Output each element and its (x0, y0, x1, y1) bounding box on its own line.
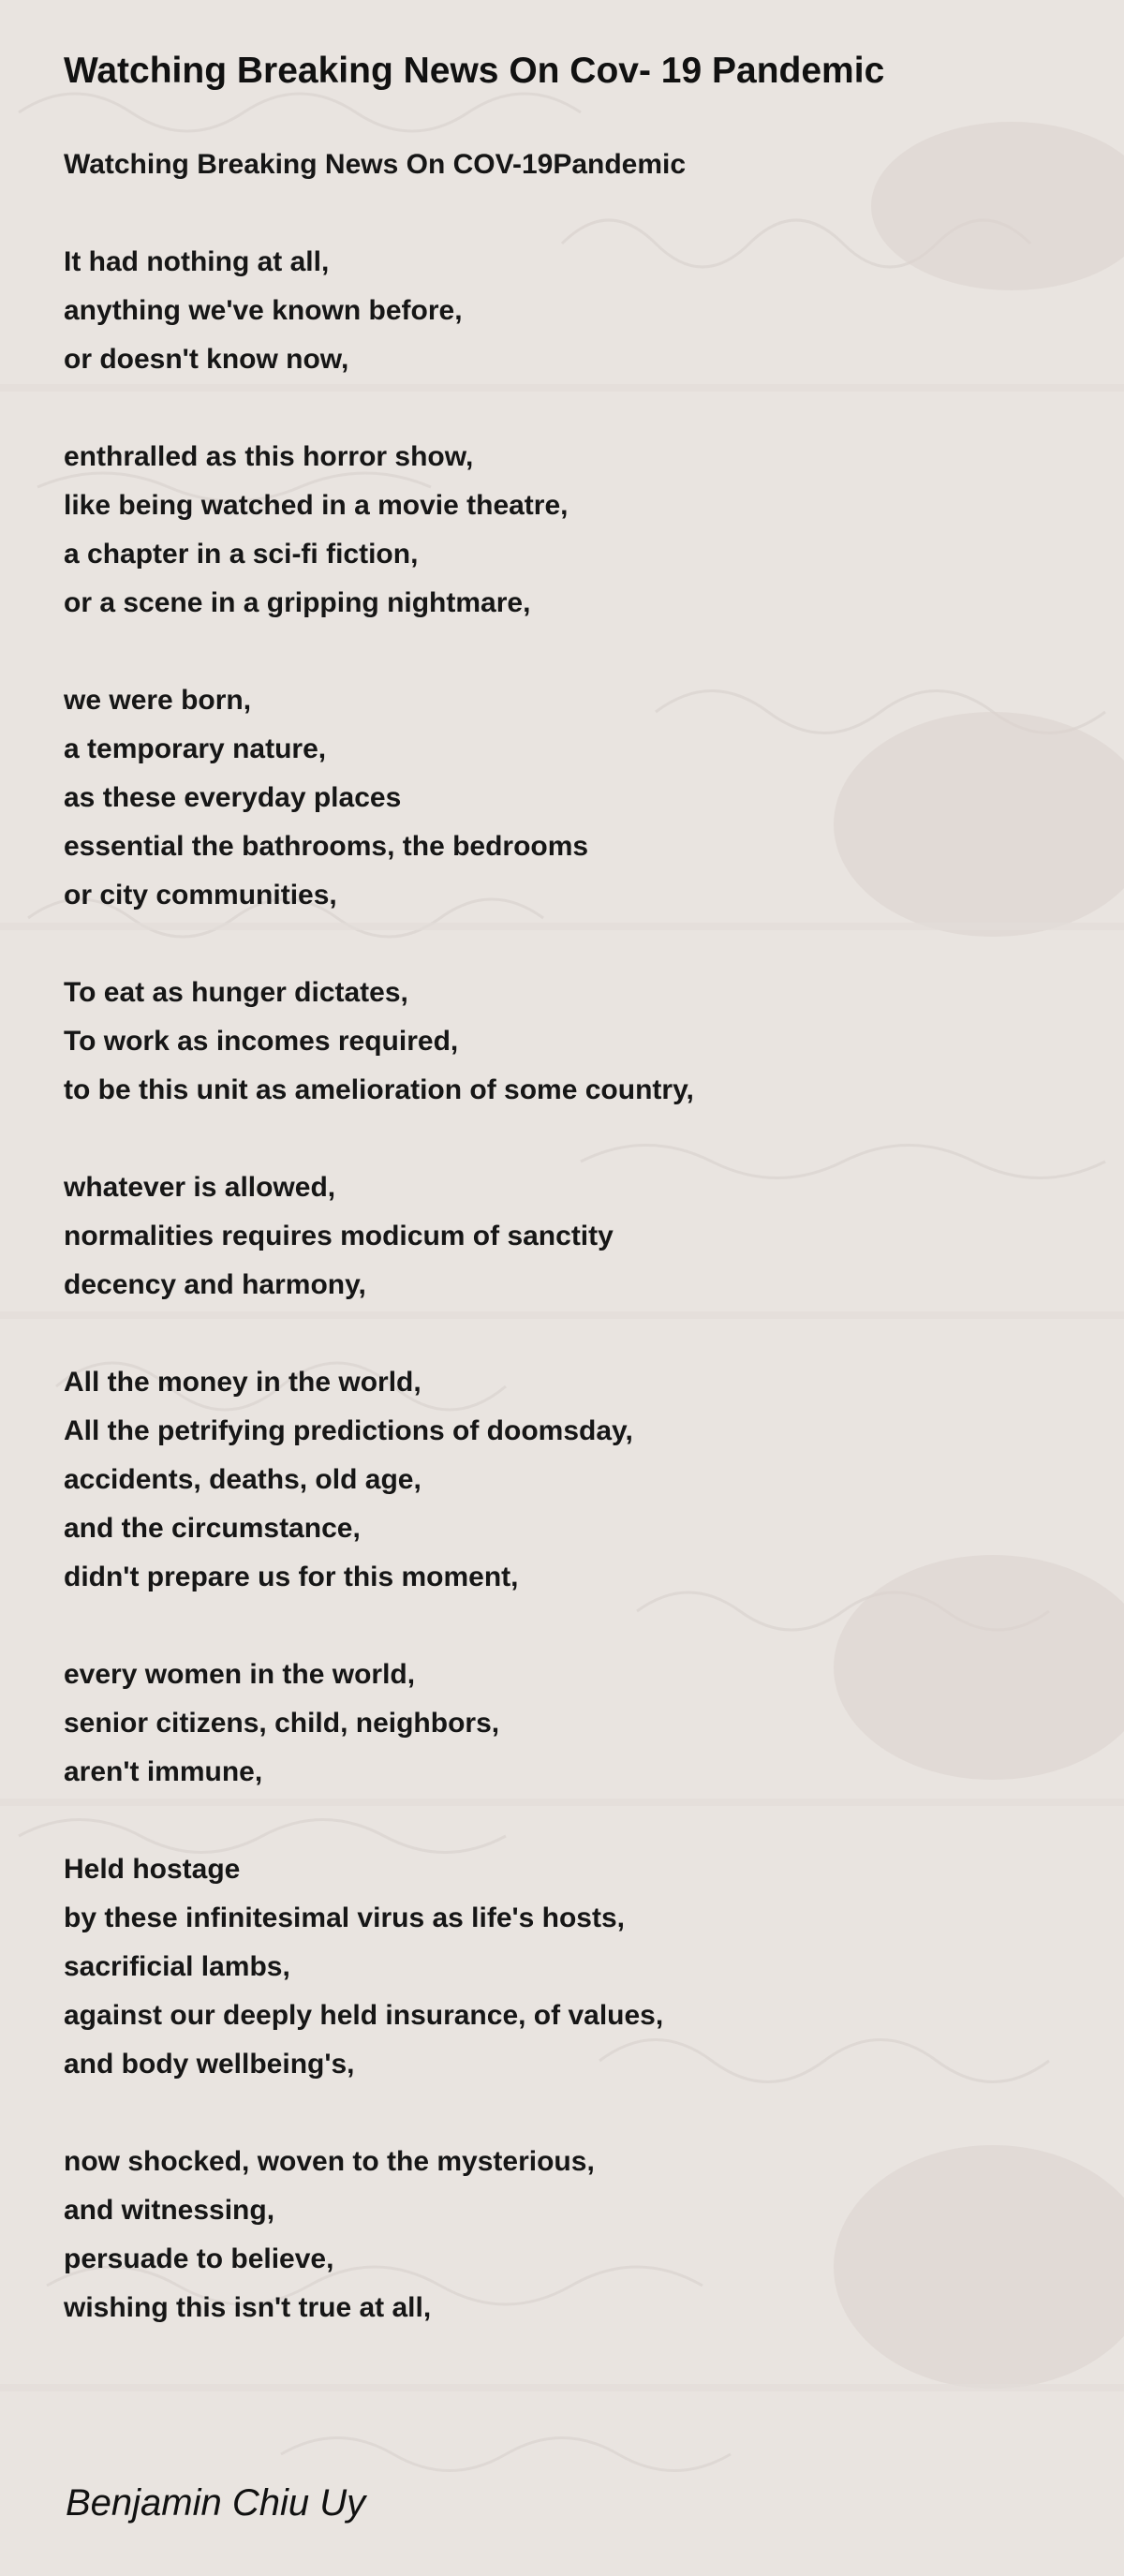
stanza-1 (64, 141, 1057, 189)
stanza-8 (64, 1651, 1057, 1797)
stanza-gap (64, 628, 1057, 676)
poem-line: to be this unit as amelioration of some country, (64, 1074, 694, 1105)
poem-line: and witnessing, (64, 2195, 275, 2226)
poem-line: enthralled as this horror show, (64, 441, 474, 472)
poem-line: a chapter in a sci-fi fiction, (64, 539, 419, 570)
poem-author: Benjamin Chiu Uy (66, 2482, 366, 2524)
poem-line: sacrificial lambs, (64, 1951, 290, 1982)
poem-line: All the money in the world, (64, 1367, 422, 1398)
stanza-5 (64, 969, 1057, 1115)
stanza-gap (64, 2089, 1057, 2138)
poem-line: decency and harmony, (64, 1269, 366, 1300)
stanza-gap (64, 384, 1057, 433)
poem-line: Watching Breaking News On COV-19Pandemic (64, 149, 687, 180)
poem-line: To eat as hunger dictates, (64, 977, 408, 1008)
poem-line: and the circumstance, (64, 1513, 361, 1544)
poem-line: wishing this isn't true at all, (64, 2292, 432, 2323)
stanza-gap (64, 1115, 1057, 1163)
poem-line: like being watched in a movie theatre, (64, 490, 569, 521)
poem-line: or doesn't know now, (64, 344, 349, 375)
stanza-6 (64, 1163, 1057, 1310)
stanza-4 (64, 676, 1057, 920)
stanza-9 (64, 1845, 1057, 2089)
poem-line: All the petrifying predictions of doomsday, (64, 1415, 633, 1446)
poem-line: normalities requires modicum of sanctity (64, 1221, 614, 1251)
poem-line: every women in the world, (64, 1659, 416, 1690)
poem-line: essential the bathrooms, the bedrooms (64, 831, 589, 862)
poem-line: as these everyday places (64, 782, 402, 813)
poem-line: now shocked, woven to the mysterious, (64, 2146, 595, 2177)
poem-line: we were born, (64, 685, 252, 716)
stanza-3 (64, 433, 1057, 628)
stanza-2 (64, 238, 1057, 384)
stanza-10 (64, 2138, 1057, 2332)
poem-line: and body wellbeing's, (64, 2049, 355, 2080)
poem-line: It had nothing at all, (64, 246, 330, 277)
poem-body (64, 141, 1057, 2332)
poem-line: persuade to believe, (64, 2243, 334, 2274)
poem-line: or city communities, (64, 880, 337, 910)
poem-line: Held hostage (64, 1854, 241, 1885)
poem-line: aren't immune, (64, 1756, 263, 1787)
poem-line: a temporary nature, (64, 733, 327, 764)
stanza-gap (64, 1310, 1057, 1358)
poem-line: or a scene in a gripping nightmare, (64, 587, 531, 618)
poem-line: To work as incomes required, (64, 1026, 459, 1057)
stanza-gap (64, 1602, 1057, 1651)
poem-line: anything we've known before, (64, 295, 463, 326)
poem-line: against our deeply held insurance, of values, (64, 2000, 664, 2031)
poem-line: didn't prepare us for this moment, (64, 1562, 519, 1592)
poem-line: senior citizens, child, neighbors, (64, 1708, 500, 1739)
stanza-gap (64, 1797, 1057, 1845)
poem-line: by these infinitesimal virus as life's hosts, (64, 1902, 626, 1933)
poem-title: Watching Breaking News On Cov- 19 Pandemic (64, 51, 885, 91)
stanza-7 (64, 1358, 1057, 1602)
stanza-gap (64, 920, 1057, 969)
stanza-gap (64, 189, 1057, 238)
poem-line: accidents, deaths, old age, (64, 1464, 422, 1495)
poem-line: whatever is allowed, (64, 1172, 336, 1203)
